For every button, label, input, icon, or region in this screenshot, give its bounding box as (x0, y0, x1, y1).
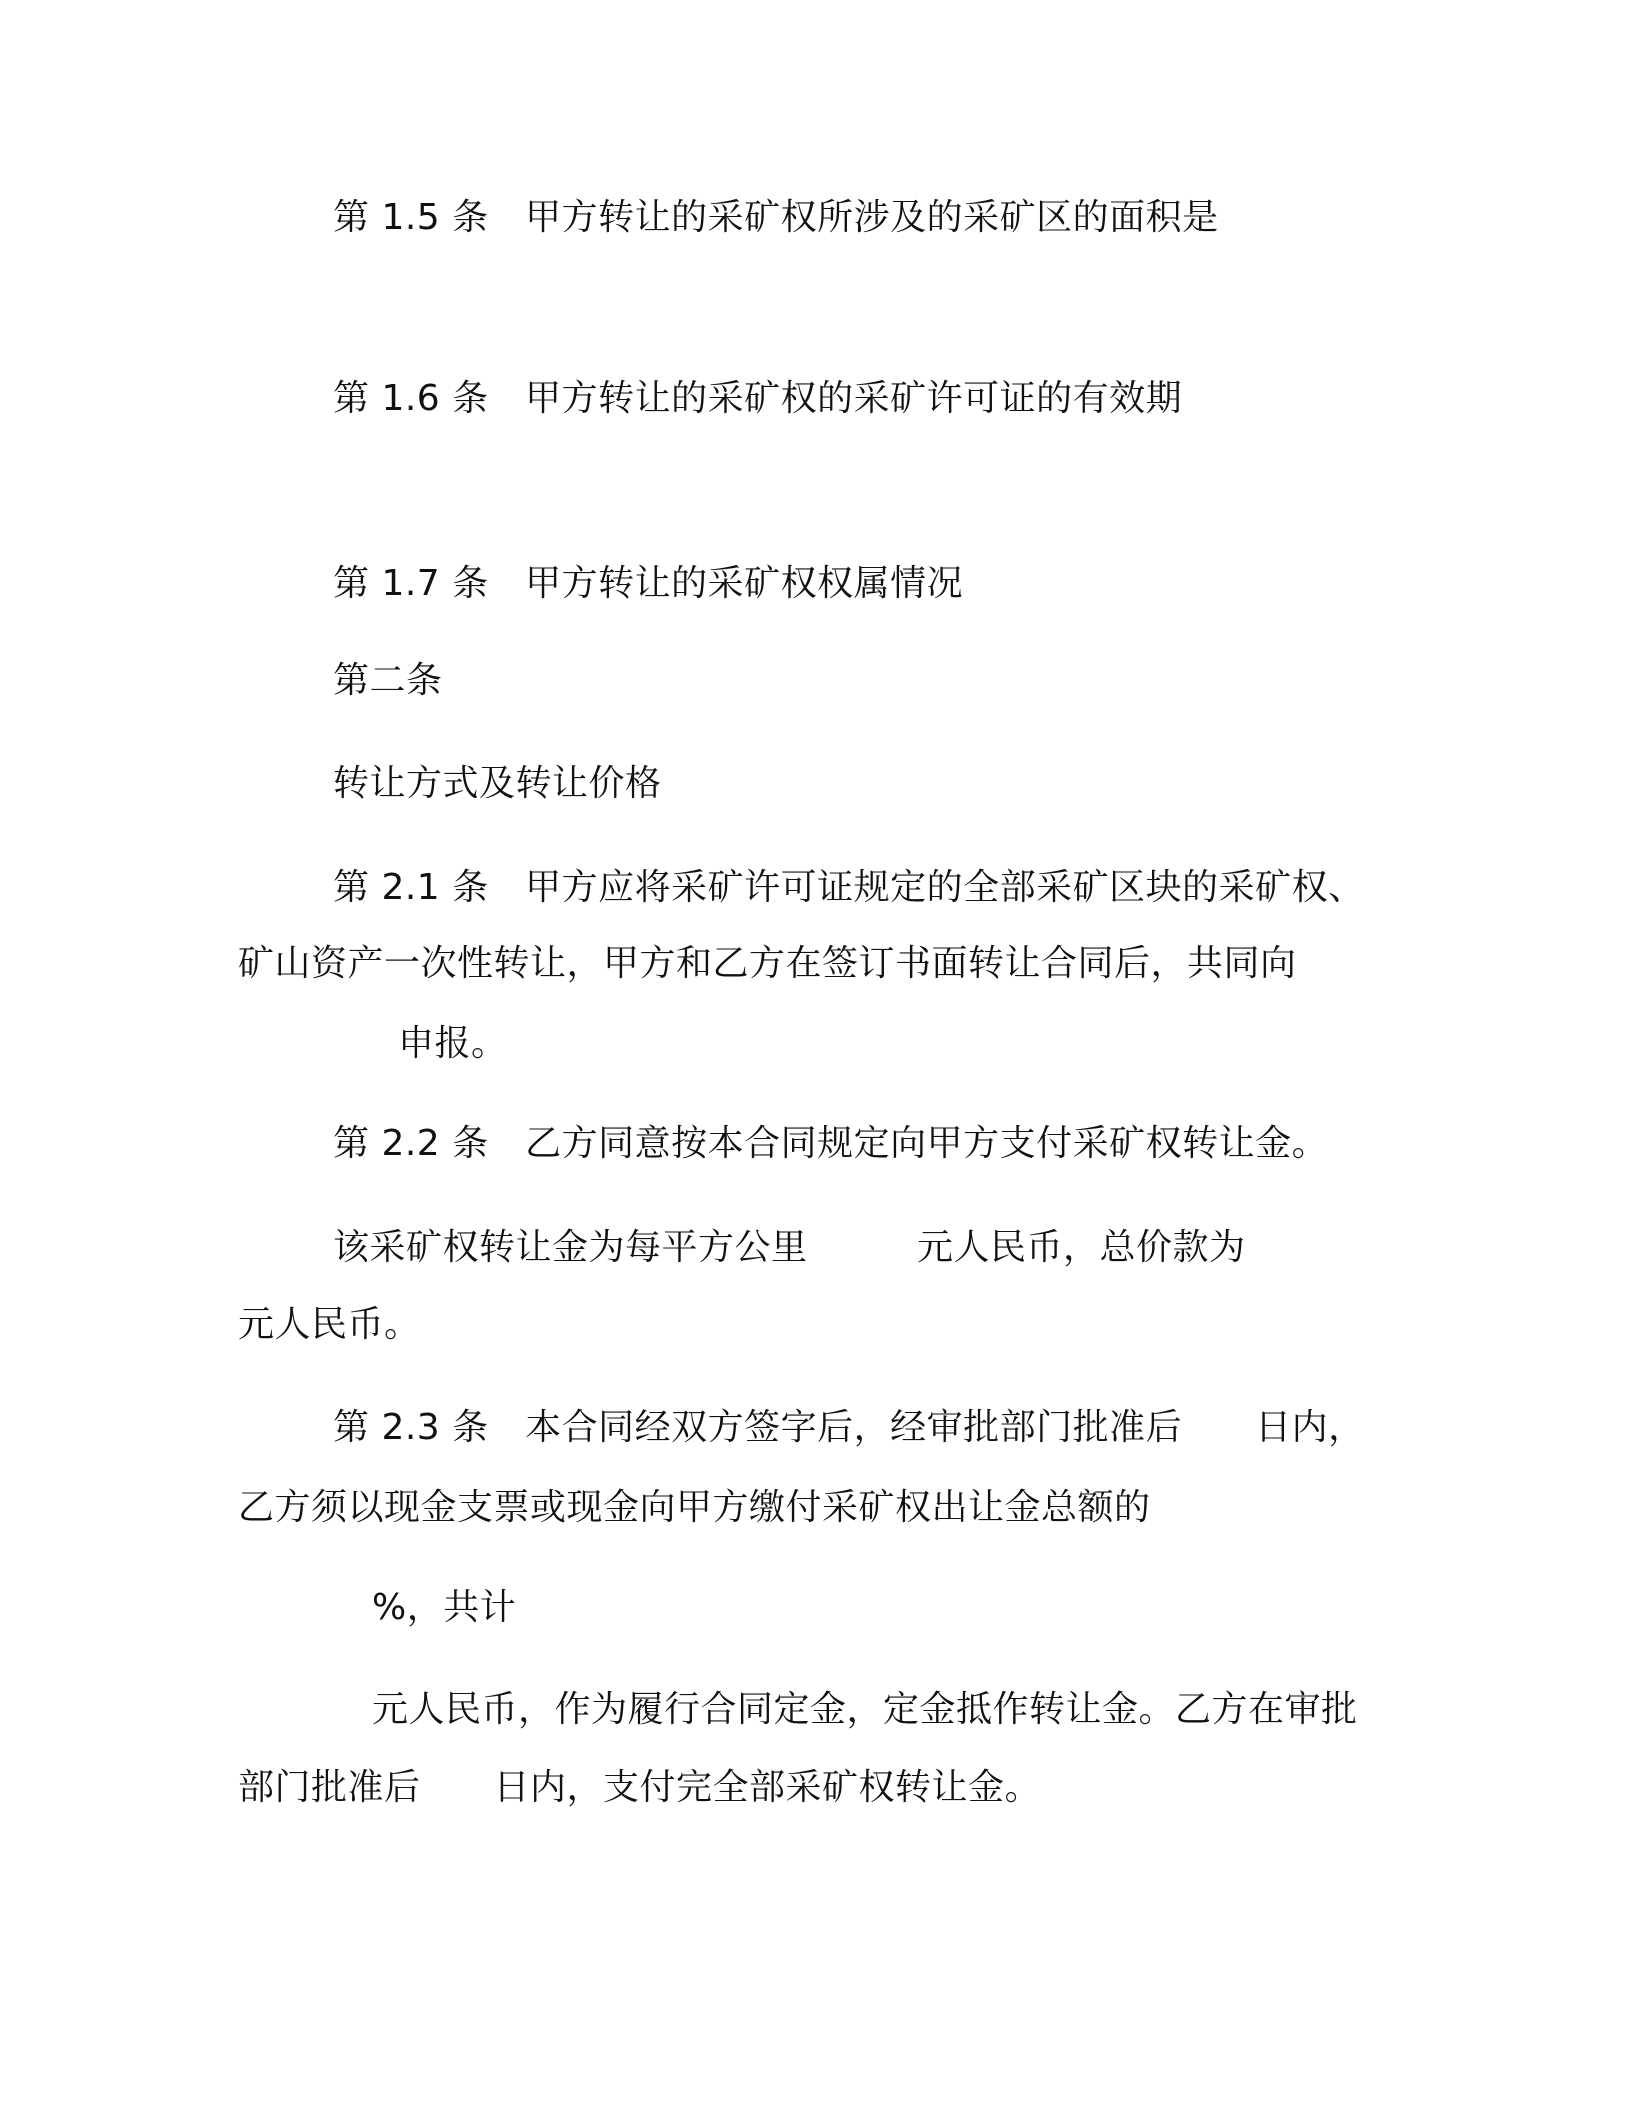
clause-2-3-line-4: 元人民币，作为履行合同定金，定金抵作转让金。乙方在审批 (372, 1689, 1358, 1730)
clause-2-3-line-2: 乙方须以现金支票或现金向甲方缴付采矿权出让金总额的 (238, 1487, 1151, 1528)
article-2-title: 转让方式及转让价格 (333, 763, 662, 804)
clause-2-1-line-1: 第 2.1 条 甲方应将采矿许可证规定的全部采矿区块的采矿权、 (333, 867, 1365, 908)
clause-2-2-price-line-2: 元人民币。 (238, 1304, 421, 1345)
clause-2-1-line-2: 矿山资产一次性转让，甲方和乙方在签订书面转让合同后，共同向 (238, 943, 1297, 984)
clause-2-3-line-1: 第 2.3 条 本合同经双方签字后，经审批部门批准后 日内， (333, 1407, 1365, 1448)
clause-2-1-line-3: 申报。 (398, 1023, 508, 1064)
clause-2-2-price-line-1: 该采矿权转让金为每平方公里 元人民币，总价款为 (333, 1227, 1246, 1268)
article-2-heading: 第二条 (333, 660, 443, 701)
clause-1-6: 第 1.6 条 甲方转让的采矿权的采矿许可证的有效期 (333, 378, 1183, 419)
clause-2-3-line-5: 部门批准后 日内，支付完全部采矿权转让金。 (238, 1767, 1042, 1808)
clause-2-3-line-3: %，共计 (372, 1587, 517, 1628)
clause-1-7: 第 1.7 条 甲方转让的采矿权权属情况 (333, 563, 964, 604)
clause-2-2: 第 2.2 条 乙方同意按本合同规定向甲方支付采矿权转让金。 (333, 1123, 1329, 1164)
clause-1-5: 第 1.5 条 甲方转让的采矿权所涉及的采矿区的面积是 (333, 197, 1219, 238)
